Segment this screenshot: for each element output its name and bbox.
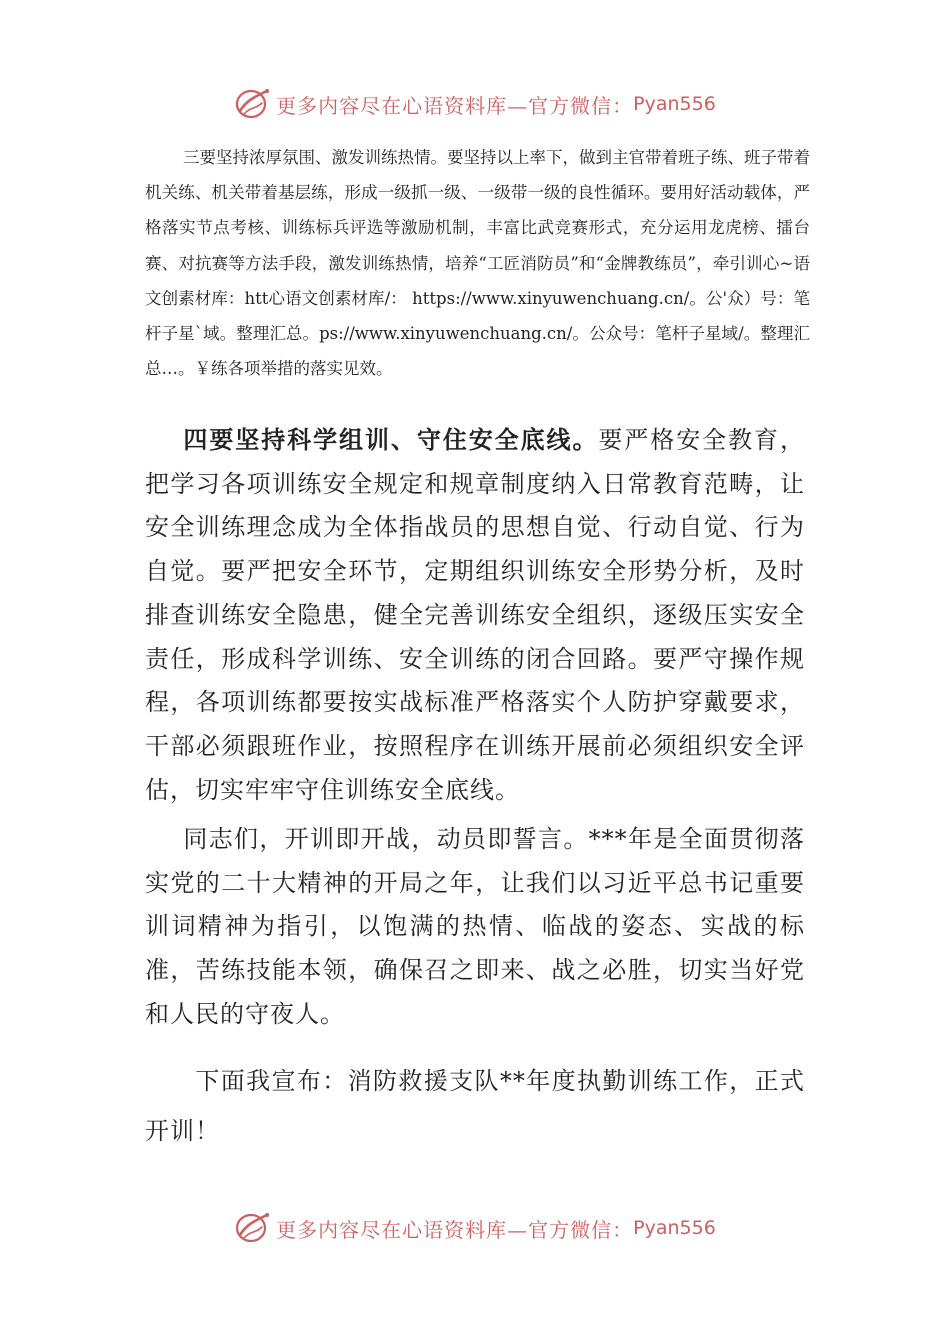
paragraph-four — [145, 418, 805, 812]
paragraph-four-heading: 四要坚持科学组训、守住安全底线。 — [183, 425, 599, 454]
header-banner-text: 更多内容尽在心语资料库—官方微信： — [276, 93, 634, 118]
paragraph-five: 同志们，开训即开战，动员即誓言。***年是全面贯彻落实党的二十大精神的开局之年，让我们以习近平总书记重要训词精神为指引，以饱满的热情、临战的姿态、实战的标准，苦练技能本领，确保召之即来、战之必胜，切实当好党和人民的守夜人。 — [145, 825, 805, 1028]
footer-wechat-id: Pyan556 — [633, 1217, 716, 1239]
pen-signature-logo-icon — [234, 1211, 272, 1245]
paragraph-three: 三要坚持浓厚氛围、激发训练热情。要坚持以上率下，做到主官带着班子练、班子带着机关练、机关带着基层练，形成一级抓一级、一级带一级的良性循环。要用好活动载体，严格落实节点考核、训练标兵评选等激励机制，丰富比武竞赛形式，充分运用龙虎榜、擂台赛、对抗赛等方法手段，激发训练热情，培养“工匠消防员”和“金牌教练员”，牵引训心~语文创素材库：htt心语文创素材库/： https://www.xinyuwenchuang.cn/。公'众）号：笔杆子星`域。整理汇总。ps://www.xinyuwenchuang.cn/。公众号：笔杆子星域/。整理汇总…。￥练各项举措的落实见效。 — [145, 148, 810, 379]
header-wechat-id: Pyan556 — [633, 93, 716, 115]
paragraph-announcement: 下面我宣布：消防救援支队**年度执勤训练工作，正式开训！ — [145, 1067, 805, 1145]
footer-banner-text: 更多内容尽在心语资料库—官方微信： — [276, 1217, 634, 1242]
header-banner — [0, 86, 950, 122]
pen-signature-logo-icon — [234, 87, 272, 121]
footer-banner — [0, 1210, 950, 1246]
paragraph-four-body: 要严格安全教育，把学习各项训练安全规定和规章制度纳入日常教育范畴，让安全训练理念成为全体指战员的思想自觉、行动自觉、行为自觉。要严把安全环节，定期组织训练安全形势分析，及时排查训练安全隐患，健全完善训练安全组织，逐级压实安全责任，形成科学训练、安全训练的闭合回路。要严守操作规程，各项训练都要按实战标准严格落实个人防护穿戴要求，干部必须跟班作业，按照程序在训练开展前必须组织安全评估，切实牢牢守住训练安全底线。 — [145, 426, 805, 804]
